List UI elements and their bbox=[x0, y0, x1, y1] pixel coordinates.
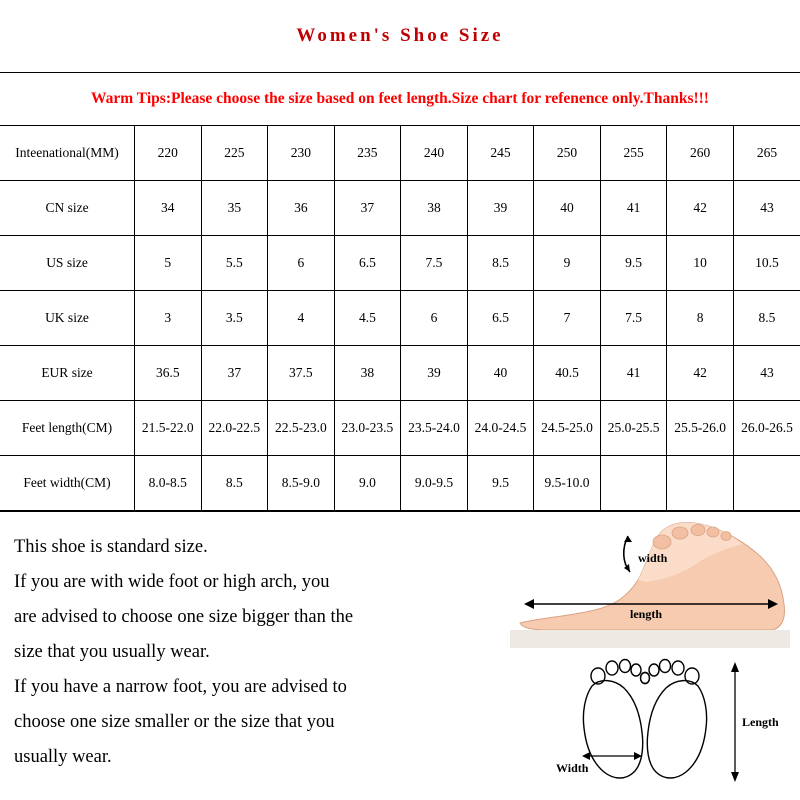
table-cell: 255 bbox=[600, 126, 667, 181]
table-cell: 35 bbox=[201, 181, 268, 236]
table-cell: 36 bbox=[268, 181, 335, 236]
figure-column bbox=[500, 512, 800, 797]
table-cell: 9.5 bbox=[600, 236, 667, 291]
table-cell: 37.5 bbox=[268, 346, 335, 401]
table-cell: 250 bbox=[534, 126, 601, 181]
description-line: This shoe is standard size. bbox=[14, 537, 208, 557]
table-cell: 42 bbox=[667, 181, 734, 236]
bottom-section bbox=[0, 511, 800, 797]
table-cell: 40 bbox=[467, 346, 534, 401]
table-cell: 8 bbox=[667, 291, 734, 346]
row-header: Inteenational(MM) bbox=[0, 126, 135, 181]
table-cell: 22.5-23.0 bbox=[268, 401, 335, 456]
table-cell: 42 bbox=[667, 346, 734, 401]
table-cell: 7 bbox=[534, 291, 601, 346]
table-cell: 41 bbox=[600, 181, 667, 236]
table-cell: 8.5-9.0 bbox=[268, 456, 335, 511]
description-line: are advised to choose one size bigger than the bbox=[14, 607, 354, 627]
table-cell: 10.5 bbox=[733, 236, 800, 291]
row-header: US size bbox=[0, 236, 135, 291]
table-cell: 26.0-26.5 bbox=[733, 401, 800, 456]
table-row bbox=[0, 456, 800, 511]
table-cell: 6 bbox=[401, 291, 468, 346]
table-row bbox=[0, 401, 800, 456]
table-row bbox=[0, 291, 800, 346]
table-cell: 7.5 bbox=[401, 236, 468, 291]
table-cell: 40 bbox=[534, 181, 601, 236]
table-cell: 24.0-24.5 bbox=[467, 401, 534, 456]
table-cell: 8.5 bbox=[201, 456, 268, 511]
table-cell: 265 bbox=[733, 126, 800, 181]
row-header: CN size bbox=[0, 181, 135, 236]
table-cell: 8.5 bbox=[733, 291, 800, 346]
foot-photo-illustration bbox=[510, 523, 790, 649]
table-cell: 6.5 bbox=[467, 291, 534, 346]
table-cell: 9 bbox=[534, 236, 601, 291]
table-cell: 24.5-25.0 bbox=[534, 401, 601, 456]
table-cell bbox=[667, 456, 734, 511]
footprint-outline-figure bbox=[530, 652, 780, 792]
page-title: Women's Shoe Size bbox=[296, 25, 504, 46]
table-cell: 225 bbox=[201, 126, 268, 181]
table-cell: 220 bbox=[135, 126, 202, 181]
table-cell: 8.5 bbox=[467, 236, 534, 291]
width-label: Width bbox=[556, 761, 589, 775]
table-cell: 9.0-9.5 bbox=[401, 456, 468, 511]
right-footprint-outline bbox=[641, 660, 707, 779]
table-cell: 260 bbox=[667, 126, 734, 181]
table-cell: 38 bbox=[334, 346, 401, 401]
table-cell: 43 bbox=[733, 181, 800, 236]
table-row bbox=[0, 181, 800, 236]
table-cell: 40.5 bbox=[534, 346, 601, 401]
table-cell: 36.5 bbox=[135, 346, 202, 401]
table-cell: 3 bbox=[135, 291, 202, 346]
table-cell: 5 bbox=[135, 236, 202, 291]
table-cell: 245 bbox=[467, 126, 534, 181]
table-cell: 9.5-10.0 bbox=[534, 456, 601, 511]
table-cell: 6.5 bbox=[334, 236, 401, 291]
table-cell: 4.5 bbox=[334, 291, 401, 346]
description-line: size that you usually wear. bbox=[14, 642, 210, 662]
length-label: Length bbox=[742, 715, 779, 729]
table-cell: 38 bbox=[401, 181, 468, 236]
page-title-bar bbox=[0, 0, 800, 72]
table-cell: 41 bbox=[600, 346, 667, 401]
table-cell: 8.0-8.5 bbox=[135, 456, 202, 511]
table-cell: 10 bbox=[667, 236, 734, 291]
left-footprint-outline bbox=[583, 660, 649, 779]
warm-tips-text: Warm Tips:Please choose the size based on feet length.Size chart for refenence only.Thanks!!! bbox=[91, 90, 709, 107]
table-cell: 25.0-25.5 bbox=[600, 401, 667, 456]
table-cell: 3.5 bbox=[201, 291, 268, 346]
warm-tips-banner bbox=[0, 72, 800, 126]
size-table bbox=[0, 126, 800, 511]
table-cell: 230 bbox=[268, 126, 335, 181]
table-cell: 5.5 bbox=[201, 236, 268, 291]
table-cell: 34 bbox=[135, 181, 202, 236]
table-cell: 39 bbox=[401, 346, 468, 401]
width-measure-arrow bbox=[624, 536, 632, 572]
table-cell: 9.5 bbox=[467, 456, 534, 511]
length-measure-arrow bbox=[731, 662, 739, 782]
table-cell: 6 bbox=[268, 236, 335, 291]
row-header: UK size bbox=[0, 291, 135, 346]
table-cell: 7.5 bbox=[600, 291, 667, 346]
description-block bbox=[0, 512, 500, 797]
table-cell bbox=[733, 456, 800, 511]
table-cell: 4 bbox=[268, 291, 335, 346]
table-cell: 22.0-22.5 bbox=[201, 401, 268, 456]
foot-side-measure-figure bbox=[510, 518, 790, 648]
table-row bbox=[0, 346, 800, 401]
table-cell: 23.0-23.5 bbox=[334, 401, 401, 456]
table-cell: 21.5-22.0 bbox=[135, 401, 202, 456]
table-cell: 9.0 bbox=[334, 456, 401, 511]
description-line: If you are with wide foot or high arch, you bbox=[14, 572, 330, 592]
table-row bbox=[0, 126, 800, 181]
description-line: usually wear. bbox=[14, 747, 112, 767]
table-cell: 235 bbox=[334, 126, 401, 181]
table-cell: 240 bbox=[401, 126, 468, 181]
table-cell: 37 bbox=[201, 346, 268, 401]
table-cell: 37 bbox=[334, 181, 401, 236]
table-row bbox=[0, 236, 800, 291]
description-line: If you have a narrow foot, you are advised to bbox=[14, 677, 347, 697]
description-line: choose one size smaller or the size that you bbox=[14, 712, 335, 732]
width-label: width bbox=[638, 551, 668, 565]
table-cell: 43 bbox=[733, 346, 800, 401]
table-cell: 39 bbox=[467, 181, 534, 236]
length-label: length bbox=[630, 607, 663, 621]
row-header: EUR size bbox=[0, 346, 135, 401]
table-cell: 23.5-24.0 bbox=[401, 401, 468, 456]
table-cell bbox=[600, 456, 667, 511]
row-header: Feet width(CM) bbox=[0, 456, 135, 511]
row-header: Feet length(CM) bbox=[0, 401, 135, 456]
table-cell: 25.5-26.0 bbox=[667, 401, 734, 456]
